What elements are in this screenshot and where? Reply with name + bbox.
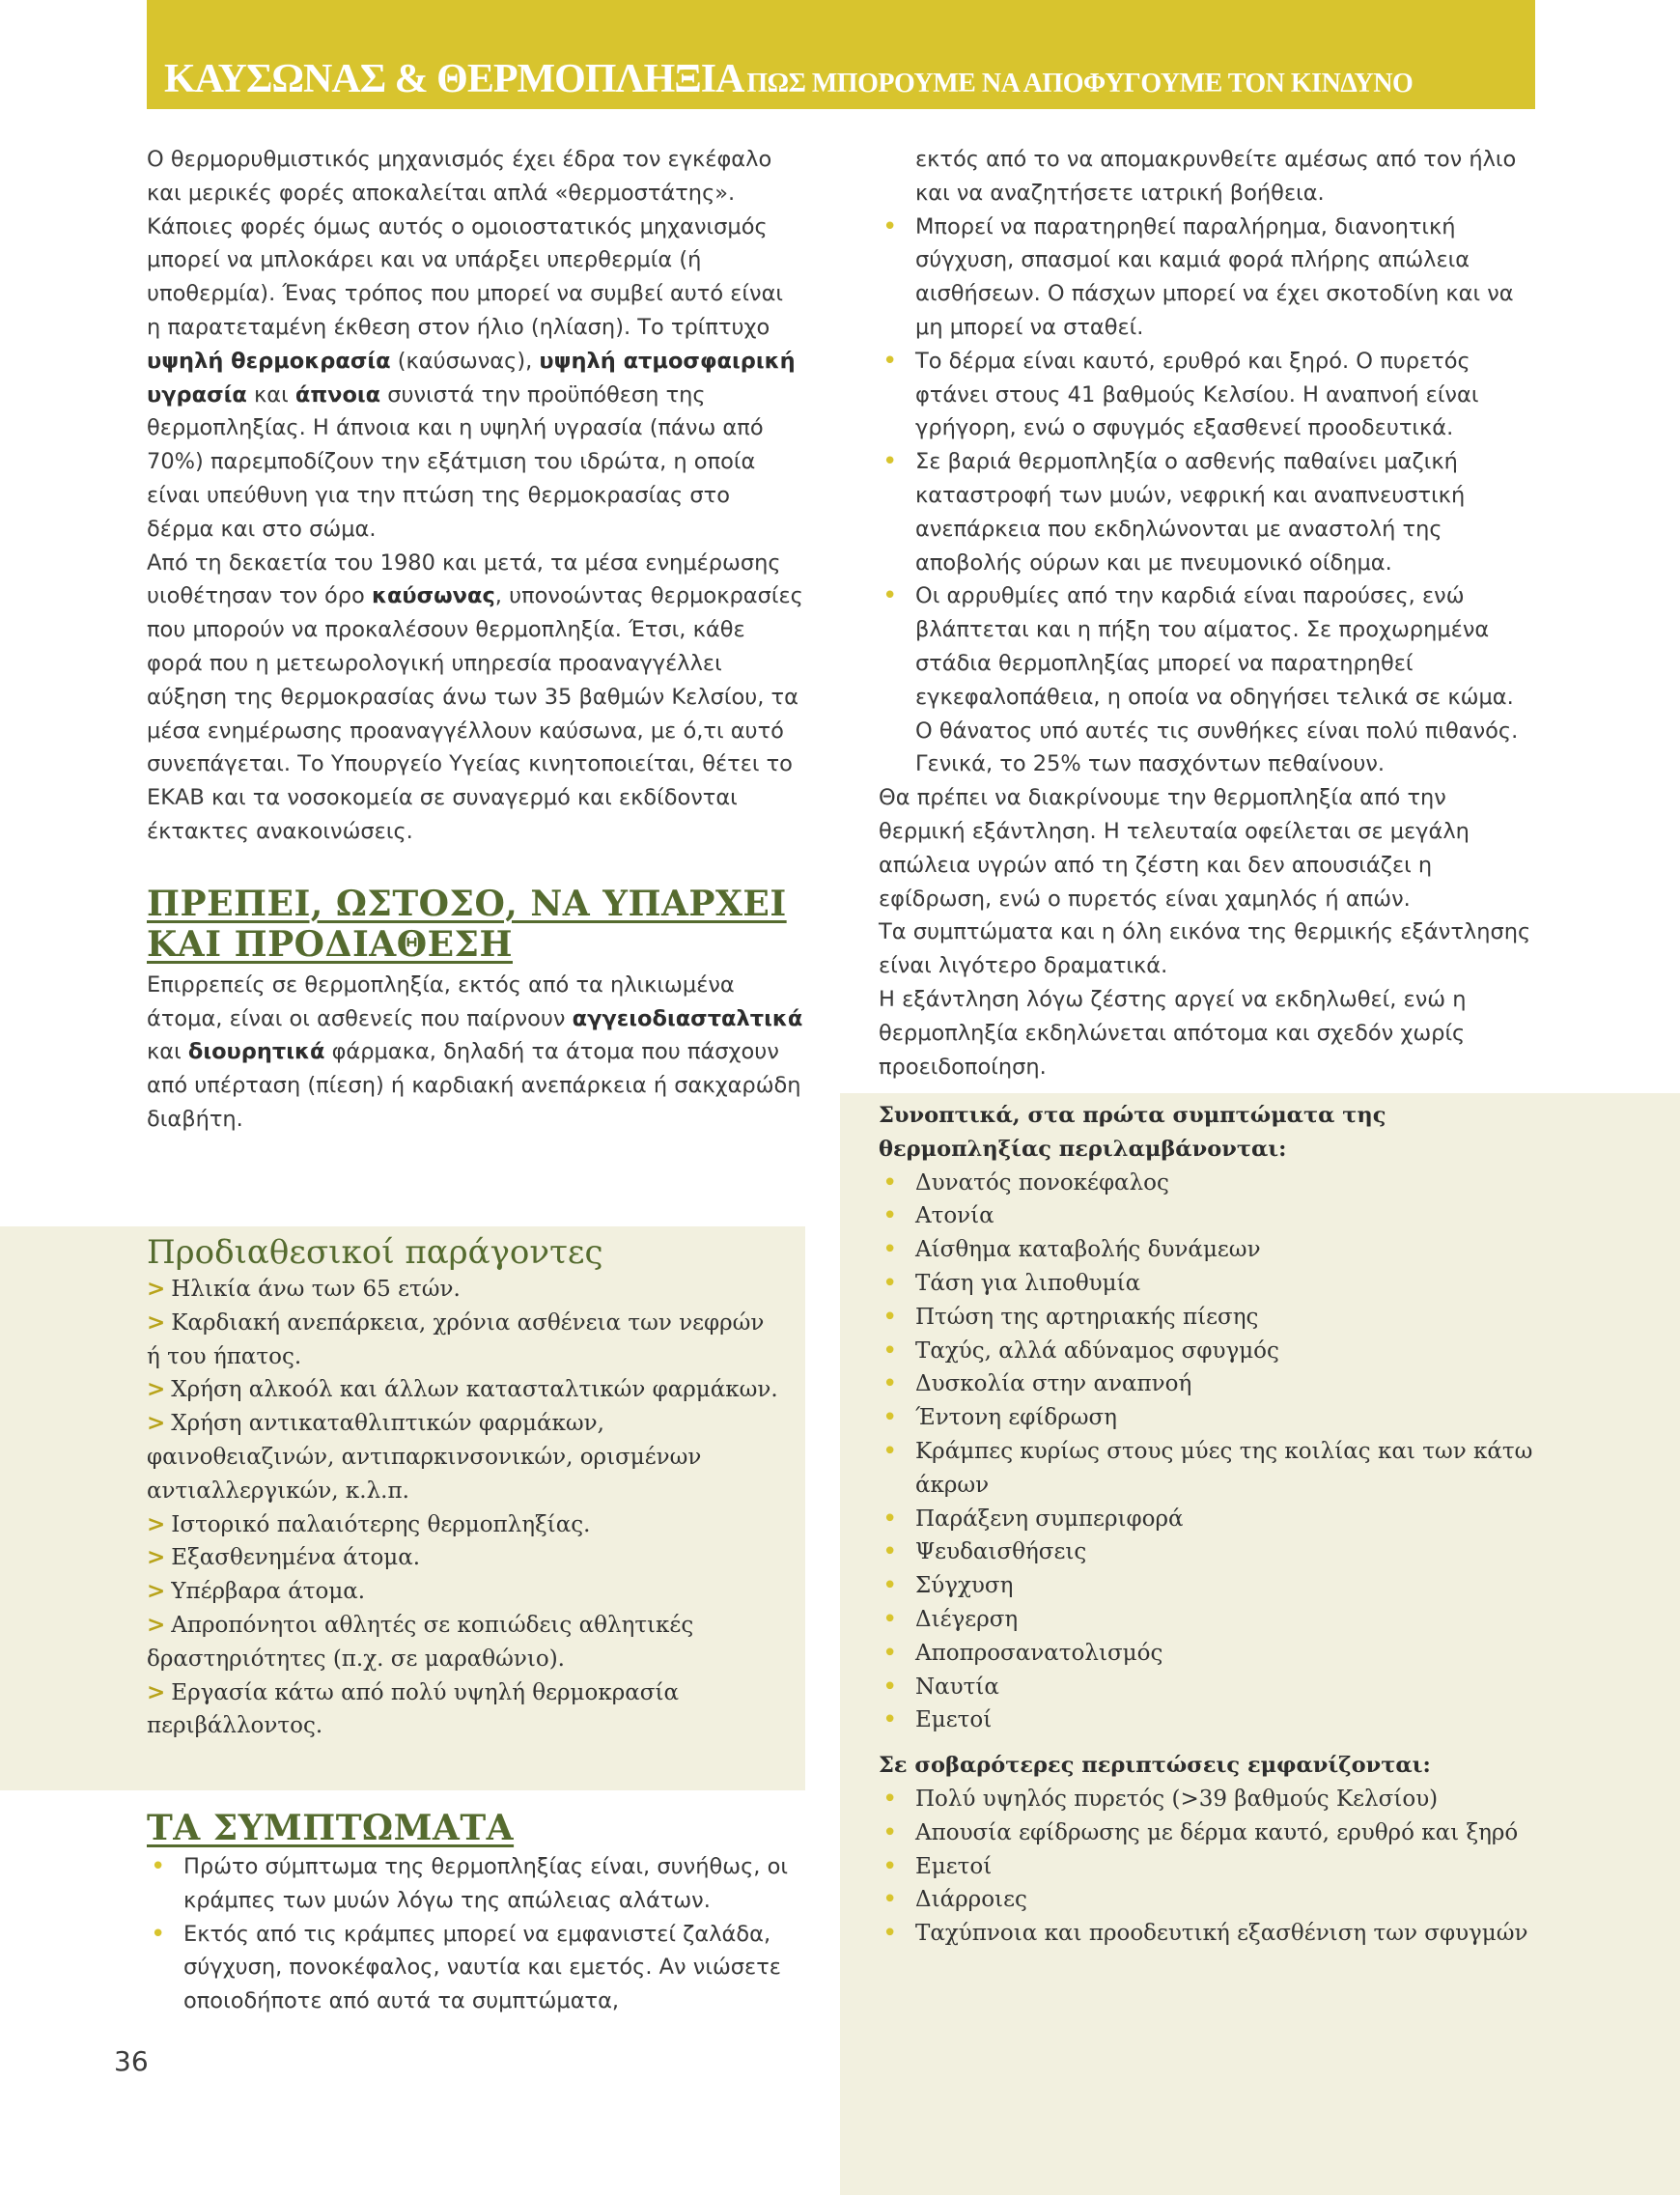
summary-item: • Έντονη εφίδρωση xyxy=(879,1401,1535,1435)
factor-item xyxy=(147,1508,784,1542)
factor-text: Χρήση αντικαταθλιπτικών φαρμάκων, φαινοθειαζινών, αντιπαρκινσονικών, ορισμένων αντιαλλεργικών, κ.λ.π. xyxy=(147,1411,702,1504)
severe-list xyxy=(879,1783,1535,1951)
factors-box xyxy=(147,1232,784,1743)
right-bullets xyxy=(879,211,1535,782)
summary-item: • Ατονία xyxy=(879,1199,1535,1233)
page-title xyxy=(164,56,1413,102)
factor-item xyxy=(147,1273,784,1307)
severe-item: • Εμετοί xyxy=(879,1850,1535,1884)
symptom-item: • Πρώτο σύμπτωμα της θερμοπληξίας είναι, συνήθως, οι κράμπες των μυών λόγω της απώλειας αλάτων. xyxy=(147,1850,803,1918)
predisposition-heading: ΠΡΕΠΕΙ, ΩΣΤΟΣΟ, ΝΑ ΥΠΑΡΧΕΙ ΚΑΙ ΠΡΟΔΙΑΘΕΣΗ xyxy=(147,883,787,965)
arrow-icon: > xyxy=(147,1611,166,1638)
page-number: 36 xyxy=(114,2045,149,2077)
summary-heading: Συνοπτικά, στα πρώτα συμπτώματα της θερμοπληξίας περιλαμβάνονται: xyxy=(879,1103,1386,1162)
arrow-icon: > xyxy=(147,1309,166,1336)
right-bullet-item: • Σε βαριά θερμοπληξία ο ασθενής παθαίνει μαζική καταστροφή των μυών, νεφρική και αναπνευστική ανεπάρκεια που εκδηλώνονται με αναστολή της αποβολής ούρων και με πνευμονικό οίδημα. xyxy=(879,445,1535,579)
arrow-icon: > xyxy=(147,1678,166,1705)
factors-title: Προδιαθεσικοί παράγοντες xyxy=(147,1233,603,1272)
right-bullet-item: • Το δέρμα είναι καυτό, ερυθρό και ξηρό. Ο πυρετός φτάνει στους 41 βαθμούς Κελσίου. Η αναπνοή είναι γρήγορη, ενώ ο σφυγμός εξασθενεί προοδευτικά. xyxy=(879,345,1535,445)
factor-item xyxy=(147,1541,784,1575)
symptoms-list xyxy=(147,1850,803,2018)
factor-item xyxy=(147,1373,784,1407)
summary-item: • Σύγχυση xyxy=(879,1569,1535,1603)
symptom-item: • Εκτός από τις κράμπες μπορεί να εμφανιστεί ζαλάδα, σύγχυση, πονοκέφαλος, ναυτία και εμετός. Αν νιώσετε οποιοδήποτε από αυτά τα συμπτώματα, xyxy=(147,1918,803,2018)
right-paragraph-2: Τα συμπτώματα και η όλη εικόνα της θερμικής εξάντλησης είναι λιγότερο δραματικά. xyxy=(879,919,1531,979)
severe-item: • Διάρροιες xyxy=(879,1883,1535,1917)
summary-item: • Παράξενη συμπεριφορά xyxy=(879,1503,1535,1536)
summary-item: • Ταχύς, αλλά αδύναμος σφυγμός xyxy=(879,1335,1535,1368)
factor-item xyxy=(147,1407,784,1507)
summary-item: • Τάση για λιποθυμία xyxy=(879,1267,1535,1301)
factor-text: Απροπόνητοι αθλητές σε κοπιώδεις αθλητικές δραστηριότητες (π.χ. σε μαραθώνιο). xyxy=(147,1612,694,1672)
symptoms-heading: ΤΑ ΣΥΜΠΤΩΜΑΤΑ xyxy=(147,1808,515,1848)
right-column xyxy=(879,143,1535,1083)
summary-list xyxy=(879,1167,1535,1738)
severe-item: • Ταχύπνοια και προοδευτική εξασθένιση των σφυγμών xyxy=(879,1917,1535,1951)
arrow-icon: > xyxy=(147,1376,166,1403)
factor-text: Καρδιακή ανεπάρκεια, χρόνια ασθένεια των νεφρών ή του ήπατος. xyxy=(147,1309,765,1369)
severe-item: • Πολύ υψηλός πυρετός (>39 βαθμούς Κελσίου) xyxy=(879,1783,1535,1816)
factor-text: Ιστορικό παλαιότερης θερμοπληξίας. xyxy=(171,1511,591,1537)
arrow-icon: > xyxy=(147,1276,166,1302)
title-main: ΚΑΥΣΩΝΑΣ & ΘΕΡΜΟΠΛΗΞΙΑ xyxy=(164,57,744,101)
arrow-icon: > xyxy=(147,1544,166,1571)
summary-item: • Δυνατός πονοκέφαλος xyxy=(879,1167,1535,1200)
summary-item: • Εμετοί xyxy=(879,1703,1535,1737)
factor-item xyxy=(147,1676,784,1744)
factor-text: Υπέρβαρα άτομα. xyxy=(171,1579,366,1605)
summary-item: • Ψευδαισθήσεις xyxy=(879,1535,1535,1569)
summary-box xyxy=(879,1099,1535,1951)
summary-item: • Αποπροσανατολισμός xyxy=(879,1637,1535,1671)
predisposition-text: Επιρρεπείς σε θερμοπληξία, εκτός από τα ηλικιωμένα άτομα, είναι οι ασθενείς που παίρνουν αγγειοδιασταλτικά και διουρητικά φάρμακα, δηλαδή τα άτομα που πάσχουν από υπέρταση (πίεση) ή καρδιακή ανεπάρκεια ή σακχαρώδη διαβήτη. xyxy=(147,971,803,1132)
right-bullet-item: • Οι αρρυθμίες από την καρδιά είναι παρούσες, ενώ βλάπτεται και η πήξη του αίματος. Σε προχωρημένα στάδια θερμοπληξίας μπορεί να παρατηρηθεί εγκεφαλοπάθεια, η οποία να οδηγήσει τελικά σε κώμα. Ο θάνατος υπό αυτές τις συνθήκες είναι πολύ πιθανός. Γενικά, το 25% των πασχόντων πεθαίνουν. xyxy=(879,579,1535,781)
right-paragraph-1: Θα πρέπει να διακρίνουμε την θερμοπληξία από την θερμική εξάντληση. Η τελευταία οφείλεται σε μεγάλη απώλεια υγρών από τη ζέστη και δεν απουσιάζει η εφίδρωση, ενώ ο πυρετός είναι χαμηλός ή απών. xyxy=(879,785,1470,912)
severe-item: • Απουσία εφίδρωσης με δέρμα καυτό, ερυθρό και ξηρό xyxy=(879,1816,1535,1850)
left-column xyxy=(147,143,803,1137)
severe-heading: Σε σοβαρότερες περιπτώσεις εμφανίζονται: xyxy=(879,1753,1431,1779)
right-paragraph-3: Η εξάντληση λόγω ζέστης αργεί να εκδηλωθεί, ενώ η θερμοπληξία εκδηλώνεται απότομα και σχεδόν χωρίς προειδοποίηση. xyxy=(879,986,1467,1080)
factor-item xyxy=(147,1609,784,1676)
arrow-icon: > xyxy=(147,1510,166,1537)
summary-item: • Αίσθημα καταβολής δυνάμεων xyxy=(879,1233,1535,1267)
summary-item: • Πτώση της αρτηριακής πίεσης xyxy=(879,1301,1535,1335)
factor-text: Εργασία κάτω από πολύ υψηλή θερμοκρασία περιβάλλοντος. xyxy=(147,1679,679,1739)
symptoms-section xyxy=(147,1808,803,2018)
intro-paragraph-1: Ο θερμορυθμιστικός μηχανισμός έχει έδρα τον εγκέφαλο και μερικές φορές αποκαλείται απλά «θερμοστάτης». Κάποιες φορές όμως αυτός ο ομοιοστατικός μηχανισμός μπορεί να μπλοκάρει και να υπάρξει υπερθερμία (ή υποθερμία). Ένας τρόπος που μπορεί να συμβεί αυτό είναι η παρατεταμένη έκθεση στον ήλιο (ηλίαση). Το τρίπτυχο υψηλή θερμοκρασία (καύσωνας), υψηλή ατμοσφαιρική υγρασία και άπνοια συνιστά την προϋπόθεση της θερμοπληξίας. Η άπνοια και η υψηλή υγρασία (πάνω από 70%) παρεμποδίζουν την εξάτμιση του ιδρώτα, η οποία είναι υπεύθυνη για την πτώση της θερμοκρασίας στο δέρμα και στο σώμα. xyxy=(147,147,796,542)
factors-list xyxy=(147,1273,784,1743)
factor-text: Χρήση αλκοόλ και άλλων κατασταλτικών φαρμάκων. xyxy=(171,1377,778,1403)
factor-item xyxy=(147,1575,784,1609)
continuation-text: εκτός από το να απομακρυνθείτε αμέσως από τον ήλιο και να αναζητήσετε ιατρική βοήθεια. xyxy=(915,147,1517,206)
factor-text: Εξασθενημένα άτομα. xyxy=(171,1545,421,1571)
summary-item: • Ναυτία xyxy=(879,1671,1535,1704)
summary-item: • Κράμπες κυρίως στους μύες της κοιλίας και των κάτω άκρων xyxy=(879,1435,1535,1503)
right-bullet-item: • Μπορεί να παρατηρηθεί παραλήρημα, διανοητική σύγχυση, σπασμοί και καμιά φορά πλήρης απώλεια αισθήσεων. Ο πάσχων μπορεί να έχει σκοτοδίνη και να μη μπορεί να σταθεί. xyxy=(879,211,1535,345)
summary-item: • Δυσκολία στην αναπνοή xyxy=(879,1367,1535,1401)
factor-text: Ηλικία άνω των 65 ετών. xyxy=(171,1277,461,1302)
summary-item: • Διέγερση xyxy=(879,1603,1535,1637)
arrow-icon: > xyxy=(147,1578,166,1605)
intro-paragraph-2: Από τη δεκαετία του 1980 και μετά, τα μέσα ενημέρωσης υιοθέτησαν τον όρο καύσωνας, υπονοώντας θερμοκρασίες που μπορούν να προκαλέσουν θερμοπληξία. Έτσι, κάθε φορά που η μετεωρολογική υπηρεσία προαναγγέλλει αύξηση της θερμοκρασίας άνω των 35 βαθμών Κελσίου, τα μέσα ενημέρωσης προαναγγέλλουν καύσωνα, με ό,τι αυτό συνεπάγεται. Το Υπουργείο Υγείας κινητοποιείται, θέτει το ΕΚΑΒ και τα νοσοκομεία σε συναγερμό και εκδίδονται έκτακτες ανακοινώσεις. xyxy=(147,549,803,844)
factor-item xyxy=(147,1307,784,1374)
title-sub: ΠΩΣ ΜΠΟΡΟΥΜΕ ΝΑ ΑΠΟΦΥΓΟΥΜΕ ΤΟΝ ΚΙΝΔΥΝΟ xyxy=(746,69,1414,98)
arrow-icon: > xyxy=(147,1410,166,1437)
